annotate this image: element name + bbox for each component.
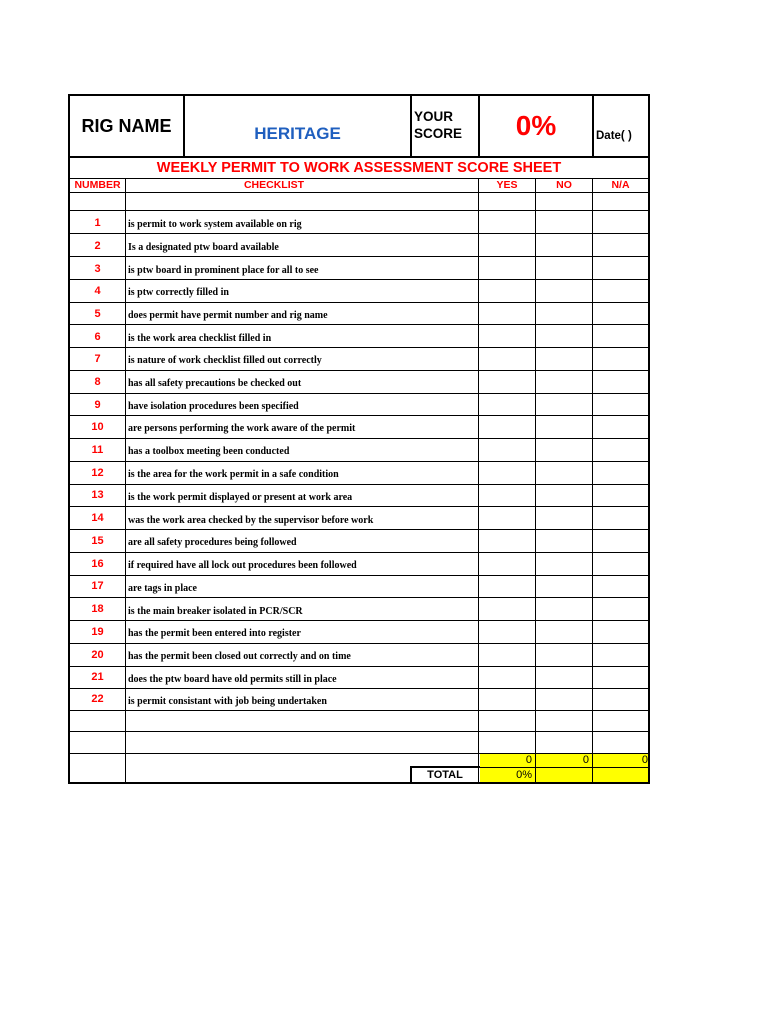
sheet-title: WEEKLY PERMIT TO WORK ASSESSMENT SCORE SHEET: [156, 160, 562, 176]
column-header-no: NO: [556, 179, 572, 191]
item-number: 20: [91, 649, 104, 661]
date-label: Date( ): [596, 130, 632, 142]
divider: [410, 94, 412, 157]
item-text: if required have all lock out procedures been followed: [128, 560, 357, 571]
column-divider: [125, 178, 126, 783]
item-number: 4: [94, 285, 101, 297]
item-number: 13: [91, 489, 104, 501]
item-text: is nature of work checklist filled out correctly: [128, 355, 322, 366]
item-text: Is a designated ptw board available: [128, 242, 279, 253]
no-total: 0: [582, 754, 589, 766]
item-text: is the main breaker isolated in PCR/SCR: [128, 606, 303, 617]
na-total: 0: [641, 754, 648, 766]
item-number: 8: [94, 376, 101, 388]
column-header-checklist: CHECKLIST: [243, 179, 305, 191]
item-text: does permit have permit number and rig name: [128, 310, 328, 321]
column-divider: [478, 178, 479, 783]
item-number: 5: [94, 308, 101, 320]
item-number: 1: [94, 217, 101, 229]
column-divider: [535, 178, 536, 783]
border-right: [648, 94, 650, 784]
item-number: 19: [91, 626, 104, 638]
item-number: 9: [94, 399, 101, 411]
divider: [478, 94, 480, 157]
item-text: was the work area checked by the supervisor before work: [128, 515, 374, 526]
total-label: TOTAL: [427, 769, 463, 781]
item-text: are all safety procedures being followed: [128, 537, 297, 548]
rig-name-label: RIG NAME: [81, 115, 172, 136]
item-number: 7: [94, 353, 101, 365]
item-number: 18: [91, 603, 104, 615]
item-number: 14: [91, 512, 104, 524]
column-header-number: NUMBER: [74, 179, 121, 191]
item-number: 11: [91, 444, 104, 456]
yes-total: 0: [525, 754, 532, 766]
item-text: are tags in place: [128, 583, 197, 594]
divider: [68, 192, 650, 193]
your-score-line1: YOUR: [414, 109, 454, 124]
item-text: is permit consistant with job being undertaken: [128, 696, 327, 707]
item-text: has the permit been entered into register: [128, 628, 301, 639]
item-number: 3: [94, 263, 101, 275]
item-text: are persons performing the work aware of the permit: [128, 423, 356, 434]
item-number: 15: [91, 535, 104, 547]
item-text: have isolation procedures been specified: [128, 401, 299, 412]
item-number: 6: [94, 331, 101, 343]
item-number: 22: [91, 693, 104, 705]
item-number: 10: [91, 421, 104, 433]
divider: [592, 94, 594, 157]
item-text: has a toolbox meeting been conducted: [128, 446, 290, 457]
item-text: is ptw board in prominent place for all to see: [128, 265, 319, 276]
column-header-yes: YES: [496, 179, 518, 191]
item-text: has all safety precautions be checked out: [128, 378, 302, 389]
item-text: is ptw correctly filled in: [128, 287, 229, 298]
your-score-line2: SCORE: [414, 126, 463, 141]
score-percent: 0%: [515, 110, 557, 141]
item-number: 17: [91, 580, 104, 592]
item-number: 12: [91, 467, 104, 479]
item-text: has the permit been closed out correctly and on time: [128, 651, 351, 662]
item-number: 2: [94, 240, 101, 252]
item-text: is the area for the work permit in a safe condition: [128, 469, 339, 480]
column-header-na: N/A: [611, 179, 630, 191]
item-number: 16: [91, 558, 104, 570]
column-divider: [592, 178, 593, 783]
border-bottom: [68, 782, 650, 784]
item-text: is permit to work system available on rig: [128, 219, 302, 230]
item-text: does the ptw board have old permits still in place: [128, 674, 337, 685]
item-number: 21: [91, 671, 104, 683]
total-percent: 0%: [516, 769, 532, 781]
item-text: is the work permit displayed or present at work area: [128, 492, 353, 503]
rig-name-value: HERITAGE: [254, 124, 341, 143]
item-text: is the work area checklist filled in: [128, 333, 272, 344]
your-score-label: [414, 108, 478, 142]
